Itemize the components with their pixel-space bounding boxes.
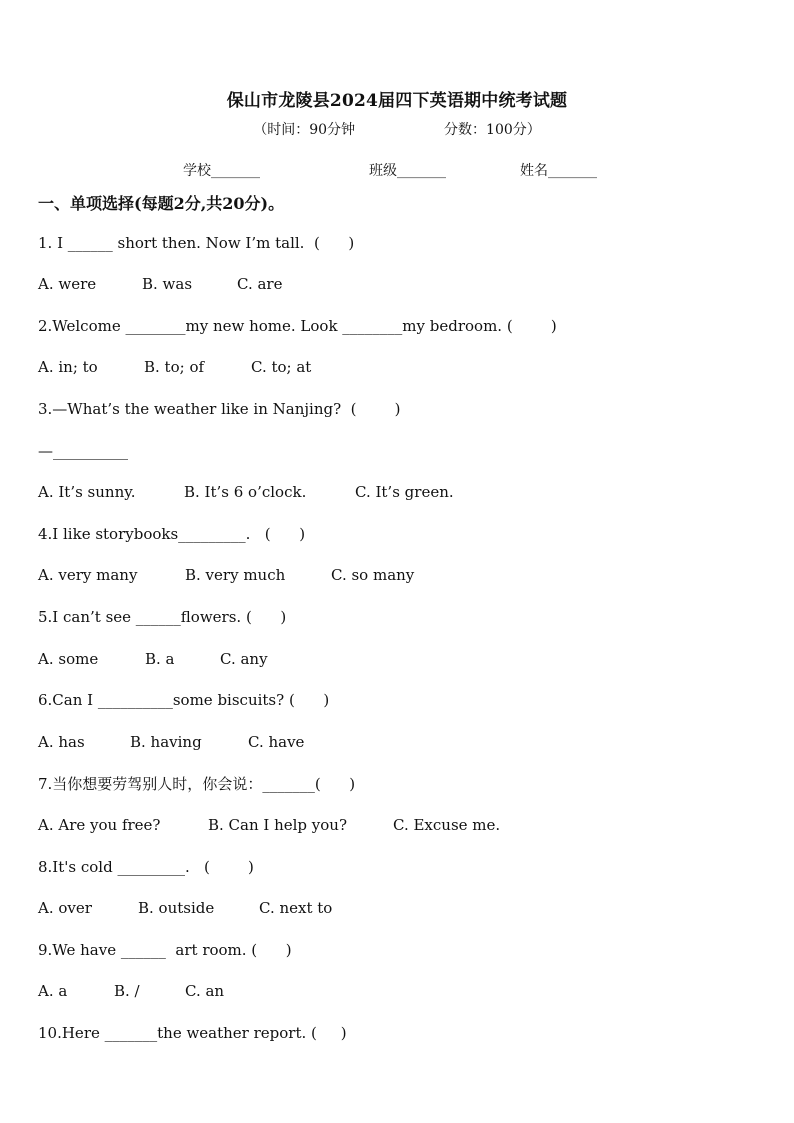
question-2-stem: 2.Welcome ________my new home. Look ________my bedroom. ( ) xyxy=(38,317,557,335)
question-7-stem: 7.当你想要劳驾别人时，你会说：_______( ) xyxy=(38,775,356,793)
question-6-options xyxy=(38,732,758,752)
question-9-option-a: A. a xyxy=(38,982,68,1000)
question-3-option-b: B. It’s 6 o’clock. xyxy=(184,483,307,501)
question-7-option-c: C. Excuse me. xyxy=(393,816,501,834)
question-2-option-b: B. to; of xyxy=(144,358,205,376)
school-field: 学校_______ xyxy=(183,163,260,179)
question-7-option-b: B. Can I help you? xyxy=(208,816,348,834)
question-6-stem: 6.Can I __________some biscuits? ( ) xyxy=(38,691,330,709)
question-8-option-a: A. over xyxy=(38,899,92,917)
question-4-option-a: A. very many xyxy=(38,566,138,584)
question-1-options xyxy=(38,274,758,294)
question-7-option-a: A. Are you free? xyxy=(38,816,161,834)
page-title: 保山市龙陵县2024届四下英语期中统考试题 xyxy=(226,91,568,111)
question-2-option-a: A. in; to xyxy=(38,358,98,376)
question-3-option-c: C. It’s green. xyxy=(355,483,454,501)
name-field: 姓名_______ xyxy=(520,163,597,179)
question-7-options xyxy=(38,815,758,835)
question-6-option-b: B. having xyxy=(130,733,202,751)
question-4-stem: 4.I like storybooks_________. ( ) xyxy=(38,525,306,543)
question-8-option-b: B. outside xyxy=(138,899,215,917)
question-5-options xyxy=(38,649,758,669)
question-5-option-c: C. any xyxy=(220,650,268,668)
question-8-stem: 8.It's cold _________. ( ) xyxy=(38,858,254,876)
question-9-options xyxy=(38,981,758,1001)
question-4-option-b: B. very much xyxy=(185,566,286,584)
question-5-option-a: A. some xyxy=(38,650,99,668)
question-2-options xyxy=(38,357,758,377)
section-heading: 一、单项选择(每题2分,共20分)。 xyxy=(38,194,285,213)
question-10-stem: 10.Here _______the weather report. ( ) xyxy=(38,1024,347,1042)
question-1-stem: 1. I ______ short then. Now I’m tall. ( ) xyxy=(38,234,355,252)
question-8-option-c: C. next to xyxy=(259,899,333,917)
question-3-options xyxy=(38,482,758,502)
question-3-option-a: A. It’s sunny. xyxy=(38,483,136,501)
question-2-option-c: C. to; at xyxy=(251,358,312,376)
question-6-option-c: C. have xyxy=(248,733,305,751)
question-9-option-b: B. / xyxy=(114,982,140,1000)
question-4-option-c: C. so many xyxy=(331,566,415,584)
question-9-stem: 9.We have ______ art room. ( ) xyxy=(38,941,292,959)
question-5-stem: 5.I can’t see ______flowers. ( ) xyxy=(38,608,287,626)
class-field: 班级_______ xyxy=(369,163,446,179)
question-1-option-b: B. was xyxy=(142,275,193,293)
question-3-stem: 3.—What’s the weather like in Nanjing? ( ) xyxy=(38,400,401,418)
question-1-option-a: A. were xyxy=(38,275,97,293)
question-6-option-a: A. has xyxy=(38,733,85,751)
question-3-answer-line: —__________ xyxy=(38,442,128,460)
time-score-line: （时间：90分钟 分数：100分） xyxy=(253,122,541,138)
question-1-option-c: C. are xyxy=(237,275,283,293)
question-4-options xyxy=(38,565,758,585)
question-9-option-c: C. an xyxy=(185,982,225,1000)
question-8-options xyxy=(38,898,758,918)
question-5-option-b: B. a xyxy=(145,650,175,668)
